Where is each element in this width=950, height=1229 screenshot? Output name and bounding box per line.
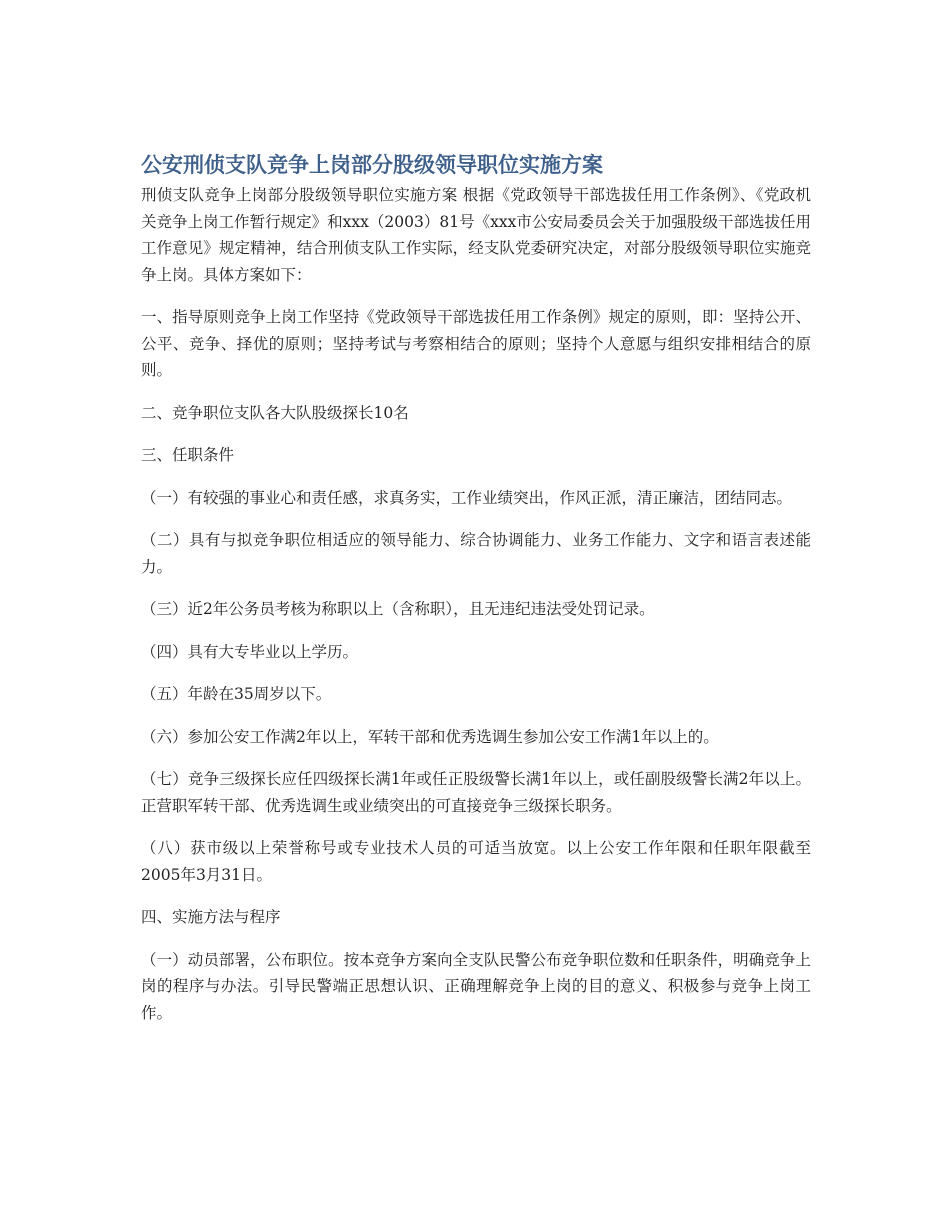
condition-6: （六）参加公安工作满2年以上，军转干部和优秀选调生参加公安工作满1年以上的。 bbox=[141, 727, 719, 746]
condition-2: （二）具有与拟竞争职位相适应的领导能力、综合协调能力、业务工作能力、文字和语言表述能力。 bbox=[141, 531, 811, 576]
document-page bbox=[141, 150, 811, 1042]
section-2-positions: 二、竞争职位支队各大队股级探长10名 bbox=[141, 403, 409, 422]
section-3-heading: 三、任职条件 bbox=[141, 446, 235, 464]
condition-4: （四）具有大专毕业以上学历。 bbox=[141, 642, 359, 661]
condition-7: （七）竞争三级探长应任四级探长满1年或任正股级警长满1年以上，或任副股级警长满2年以上。正营职军转干部、优秀选调生或业绩突出的可直接竞争三级探长职务。 bbox=[141, 770, 811, 815]
condition-1: （一）有较强的事业心和责任感，求真务实，工作业绩突出，作风正派，清正廉洁，团结同志。 bbox=[141, 488, 793, 507]
intro-paragraph: 刑侦支队竞争上岗部分股级领导职位实施方案 根据《党政领导干部选拔任用工作条例》、《党政机关竞争上岗工作暂行规定》和xxx（2003）81号《xxx市公安局委员会关于加强股级干部选拔任用工作意见》规定精神，结合刑侦支队工作实际，经支队党委研究决定，对部分股级领导职位实施竞争上岗。具体方案如下： bbox=[141, 186, 811, 284]
condition-3: （三）近2年公务员考核为称职以上（含称职），且无违纪违法受处罚记录。 bbox=[141, 600, 655, 618]
procedure-1: （一）动员部署，公布职位。按本竞争方案向全支队民警公布竞争职位数和任职条件，明确竞争上岗的程序与办法。引导民警端正思想认识、正确理解竞争上岗的目的意义、积极参与竞争上岗工作。 bbox=[141, 950, 811, 1022]
section-4-heading: 四、实施方法与程序 bbox=[141, 908, 281, 926]
condition-5: （五）年龄在35周岁以下。 bbox=[141, 685, 332, 703]
document-title: 公安刑侦支队竞争上岗部分股级领导职位实施方案 bbox=[141, 153, 603, 177]
section-1-guiding-principles: 一、指导原则竞争上岗工作坚持《党政领导干部选拔任用工作条例》规定的原则，即：坚持公开、公平、竞争、择优的原则；坚持考试与考察相结合的原则；坚持个人意愿与组织安排相结合的原则。 bbox=[141, 308, 811, 379]
condition-8: （八）获市级以上荣誉称号或专业技术人员的可适当放宽。以上公安工作年限和任职年限截至2005年3月31日。 bbox=[141, 839, 811, 884]
